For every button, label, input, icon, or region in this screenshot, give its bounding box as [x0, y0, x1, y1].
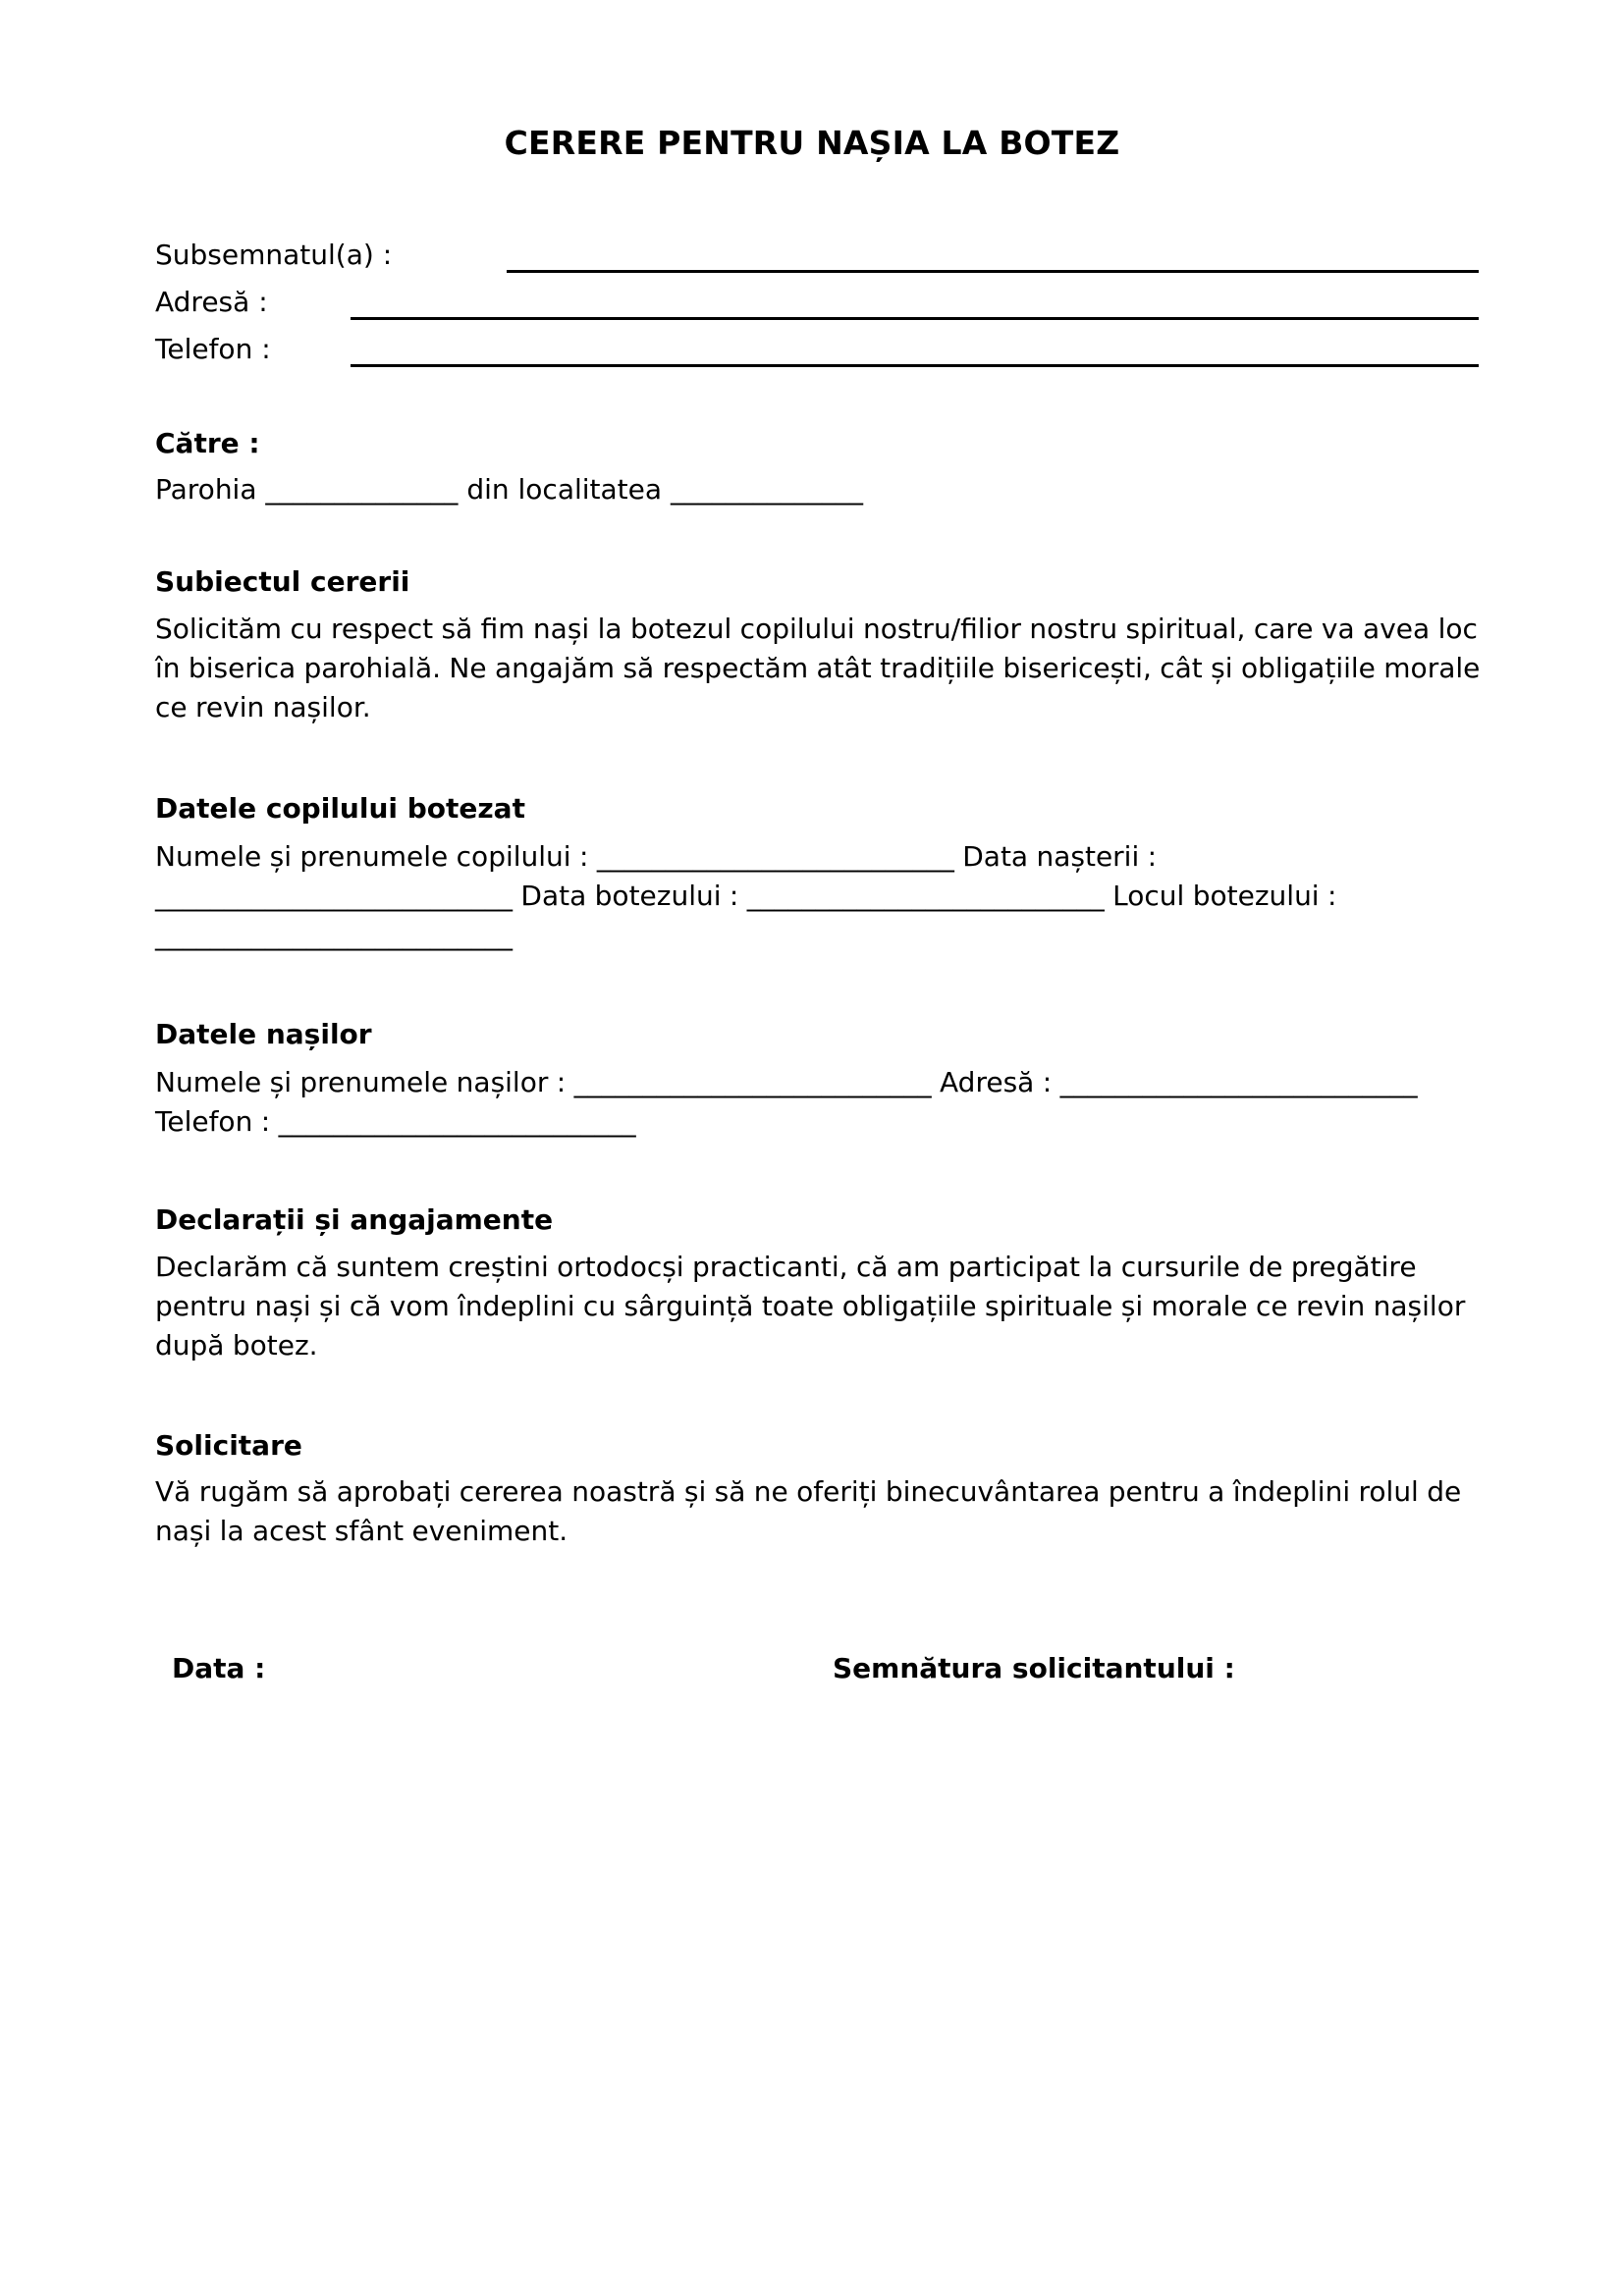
child-birth-blank: __________________________: [155, 880, 513, 912]
parish-blank: ______________: [265, 473, 459, 506]
signature-label: Semnătura solicitantului :: [833, 1652, 1235, 1684]
godparents-address-label: Adresă :: [940, 1066, 1053, 1098]
child-place-label: Locul botezului :: [1112, 880, 1337, 912]
child-birth-label: Data nașterii :: [962, 840, 1158, 873]
applicant-address-label: Adresă :: [155, 286, 268, 318]
godparents-fields: [155, 1063, 1500, 1142]
parish-label: Parohia: [155, 473, 257, 506]
recipient-heading: Către :: [155, 427, 260, 459]
child-place-blank: __________________________: [155, 919, 513, 951]
child-name-label: Numele și prenumele copilului :: [155, 840, 589, 873]
child-name-blank: __________________________: [596, 840, 954, 873]
child-baptism-blank: __________________________: [746, 880, 1105, 912]
applicant-address-line: [351, 317, 1479, 320]
date-label: Data :: [172, 1652, 266, 1684]
child-baptism-label: Data botezului :: [520, 880, 739, 912]
request-heading: Solicitare: [155, 1429, 302, 1462]
godparents-phone-label: Telefon :: [155, 1105, 271, 1138]
locality-blank: ______________: [670, 473, 863, 506]
subject-heading: Subiectul cererii: [155, 565, 410, 598]
recipient-line: [155, 473, 863, 507]
child-heading: Datele copilului botezat: [155, 792, 525, 825]
applicant-name-line: [507, 270, 1479, 273]
locality-label: din localitatea: [466, 473, 663, 506]
godparents-name-label: Numele și prenumele nașilor :: [155, 1066, 567, 1098]
child-fields: [155, 837, 1500, 955]
request-text: Vă rugăm să aprobați cererea noastră și să ne oferiți binecuvântarea pentru a îndeplini rolul de nași la acest sfânt eveniment.: [155, 1475, 1462, 1547]
applicant-phone-line: [351, 364, 1479, 367]
applicant-phone-label: Telefon :: [155, 333, 271, 365]
applicant-name-label: Subsemnatul(a) :: [155, 239, 393, 271]
document-title: CERERE PENTRU NAȘIA LA BOTEZ: [504, 124, 1120, 162]
godparents-name-blank: __________________________: [573, 1066, 932, 1098]
declarations-text: Declarăm că suntem creștini ortodocși practicanti, că am participat la cursurile de pregătire pentru nași și că vom îndeplini cu sârguință toate obligațiile spirituale și morale ce revin nașilor după botez.: [155, 1251, 1466, 1362]
godparents-address-blank: __________________________: [1059, 1066, 1418, 1098]
godparents-heading: Datele nașilor: [155, 1018, 372, 1050]
declarations-heading: Declarații și angajamente: [155, 1203, 554, 1236]
godparents-phone-blank: __________________________: [278, 1105, 636, 1138]
subject-text: Solicităm cu respect să fim nași la botezul copilului nostru/filior nostru spiritual, care va avea loc în biserica parohială. Ne angajăm să respectăm atât tradițiile bisericești, cât și obligațiile morale ce revin nașilor.: [155, 613, 1481, 723]
